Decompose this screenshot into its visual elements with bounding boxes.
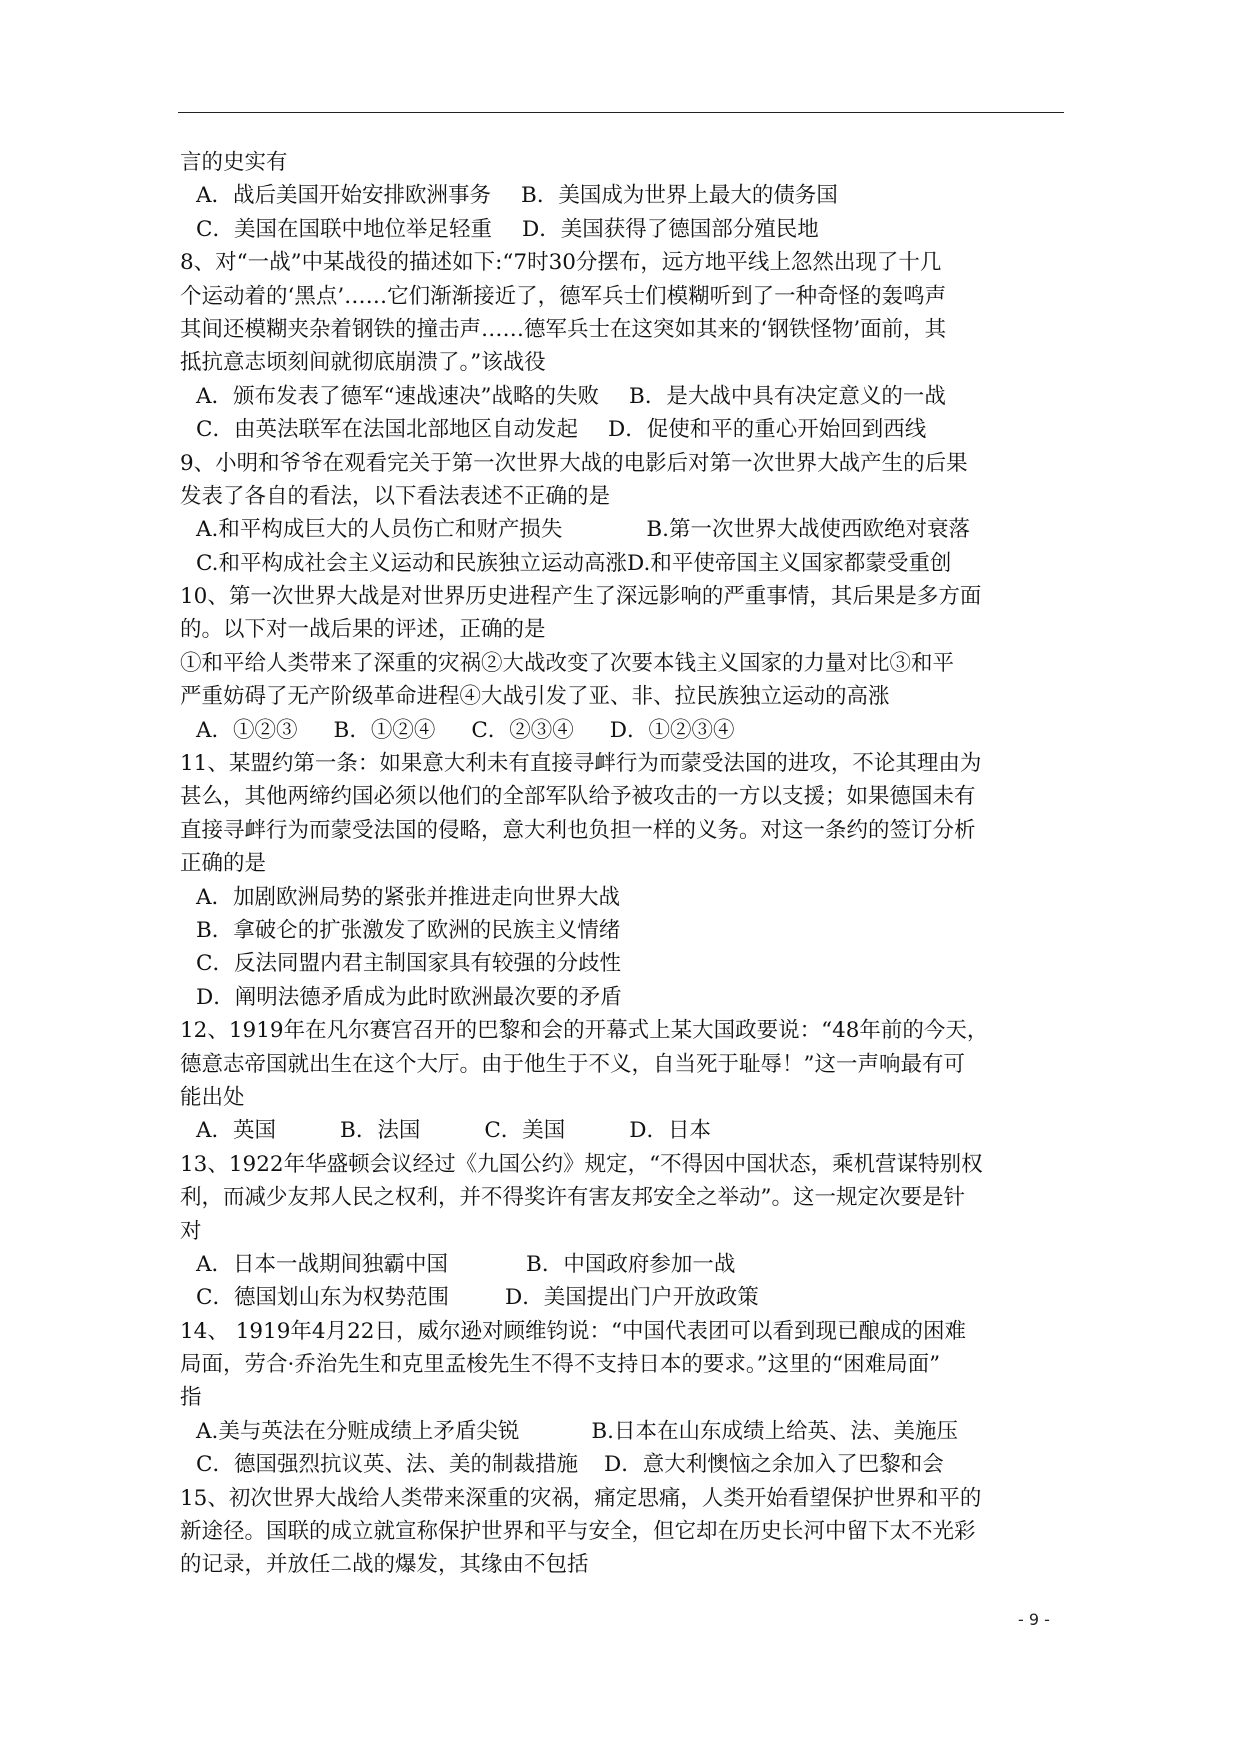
option-c: C．由英法联军在法国北部地区自动发起 <box>196 417 578 443</box>
option-d: D．意大利懊恼之余加入了巴黎和会 <box>603 1452 944 1478</box>
question-8-text: 个运动着的‘黑点’……它们渐渐接近了，德军兵士们模糊听到了一种奇怪的轰鸣声 <box>180 283 947 309</box>
option-a: A.美与英法在分赃成绩上矛盾尖锐 <box>196 1418 520 1444</box>
option-a: A．加剧欧洲局势的紧张并推进走向世界大战 <box>196 884 621 910</box>
option-c: C．反法同盟内君主制国家具有较强的分歧性 <box>196 951 621 977</box>
option-b: B．中国政府参加一战 <box>526 1251 736 1277</box>
option-row <box>180 213 1080 246</box>
option-a: A．战后美国开始安排欧洲事务 <box>196 183 492 209</box>
question-14-text: 指 <box>180 1385 202 1411</box>
question-9-text: 9、小明和爷爷在观看完关于第一次世界大战的电影后对第一次世界大战产生的后果 <box>180 450 968 476</box>
option-d: D．美国提出门户开放政策 <box>504 1285 759 1311</box>
page-number: - 9 - <box>1018 1610 1050 1629</box>
question-9-text: 发表了各自的看法，以下看法表述不正确的是 <box>180 483 611 509</box>
option-b: B．①②④ <box>333 717 436 743</box>
question-11-text: 甚么，其他两缔约国必须以他们的全部军队给予被攻击的一方以支援；如果德国未有 <box>180 784 976 810</box>
option-d: D．阐明法德矛盾成为此时欧洲最次要的矛盾 <box>196 984 622 1010</box>
option-d: D．美国获得了德国部分殖民地 <box>521 216 819 242</box>
option-row <box>180 1281 1080 1314</box>
option-row <box>180 1114 1080 1147</box>
question-11-text: 11、某盟约第一条：如果意大利未有直接寻衅行为而蒙受法国的进攻，不论其理由为 <box>180 751 982 777</box>
question-8-text: 8、对“一战”中某战役的描述如下:“7时30分摆布，远方地平线上忽然出现了十几 <box>180 250 942 276</box>
option-row <box>180 413 1080 446</box>
question-12-text: 12、1919年在凡尔赛宫召开的巴黎和会的开幕式上某大国政要说：“48年前的今天， <box>180 1018 989 1044</box>
option-d: D.和平使帝国主义国家都蒙受重创 <box>627 550 952 576</box>
option-row <box>180 1248 1080 1281</box>
option-c: C．美国在国联中地位举足轻重 <box>196 216 492 242</box>
question-11-text: 直接寻衅行为而蒙受法国的侵略，意大利也负担一样的义务。对这一条约的签订分析 <box>180 817 976 843</box>
option-row <box>180 179 1080 212</box>
option-a: A.和平构成巨大的人员伤亡和财产损失 <box>196 517 563 543</box>
question-12-text: 能出处 <box>180 1084 245 1110</box>
question-12-text: 德意志帝国就出生在这个大厅。由于他生于不义，自当死于耻辱！”这一声响最有可 <box>180 1051 965 1077</box>
question-11-text: 正确的是 <box>180 851 267 877</box>
option-row <box>180 513 1080 546</box>
option-row <box>180 380 1080 413</box>
option-b: B．法国 <box>340 1118 421 1144</box>
question-10-text: ①和平给人类带来了深重的灾祸②大战改变了次要本钱主义国家的力量对比③和平 <box>180 650 955 676</box>
option-a: A．①②③ <box>196 717 298 743</box>
option-d: D．日本 <box>629 1118 712 1144</box>
question-15-text: 15、初次世界大战给人类带来深重的灾祸，痛定思痛，人类开始看望保护世界和平的 <box>180 1485 982 1511</box>
question-14-text: 局面，劳合·乔治先生和克里孟梭先生不得不支持日本的要求。”这里的“困难局面” <box>180 1352 941 1378</box>
option-c: C.和平构成社会主义运动和民族独立运动高涨 <box>196 550 628 576</box>
option-c: C．德国强烈抗议英、法、美的制裁措施 <box>196 1452 578 1478</box>
option-d: D．①②③④ <box>609 717 735 743</box>
option-b: B.第一次世界大战使西欧绝对衰落 <box>646 517 971 543</box>
question-13-text: 13、1922年华盛顿会议经过《九国公约》规定，“不得因中国状态，乘机营谋特别权 <box>180 1151 983 1177</box>
text-line: 言的史实有 <box>180 150 288 175</box>
option-b: B．拿破仑的扩张激发了欧洲的民族主义情绪 <box>196 917 621 943</box>
question-13-text: 利，而减少友邦人民之权利，并不得奖许有害友邦安全之举动”。这一规定次要是针 <box>180 1185 965 1211</box>
option-c: C．德国划山东为权势范围 <box>196 1285 449 1311</box>
option-row <box>180 1448 1080 1481</box>
option-row <box>180 547 1080 580</box>
option-b: B.日本在山东成绩上给英、法、美施压 <box>591 1418 959 1444</box>
question-10-text: 10、第一次世界大战是对世界历史进程产生了深远影响的严重事情，其后果是多方面 <box>180 584 982 610</box>
question-10-text: 的。以下对一战后果的评述，正确的是 <box>180 617 546 643</box>
question-10-text: 严重妨碍了无产阶级革命进程④大战引发了亚、非、拉民族独立运动的高涨 <box>180 684 890 710</box>
header-rule <box>178 112 1064 113</box>
question-8-text: 其间还模糊夹杂着钢铁的撞击声……德军兵士在这突如其来的‘钢铁怪物’面前，其 <box>180 316 947 342</box>
option-a: A．日本一战期间独霸中国 <box>196 1251 449 1277</box>
question-15-text: 新途径。国联的成立就宣称保护世界和平与安全，但它却在历史长河中留下太不光彩 <box>180 1519 976 1545</box>
option-row <box>180 714 1080 747</box>
question-8-text: 抵抗意志顷刻间就彻底崩溃了。”该战役 <box>180 350 546 376</box>
question-15-text: 的记录，并放任二战的爆发，其缘由不包括 <box>180 1552 589 1578</box>
question-14-text: 14、 1919年4月22日，威尔逊对顾维钧说：“中国代表团可以看到现已酿成的困难 <box>180 1318 966 1344</box>
question-13-text: 对 <box>180 1218 202 1244</box>
document-body <box>180 146 1080 1582</box>
option-d: D．促使和平的重心开始回到西线 <box>607 417 927 443</box>
option-a: A．英国 <box>196 1118 277 1144</box>
option-c: C．②③④ <box>471 717 574 743</box>
option-b: B．美国成为世界上最大的债务国 <box>521 183 838 209</box>
option-b: B．是大战中具有决定意义的一战 <box>629 383 946 409</box>
option-row <box>180 1415 1080 1448</box>
option-c: C．美国 <box>484 1118 566 1144</box>
option-a: A．颁布发表了德军“速战速决”战略的失败 <box>196 383 600 409</box>
